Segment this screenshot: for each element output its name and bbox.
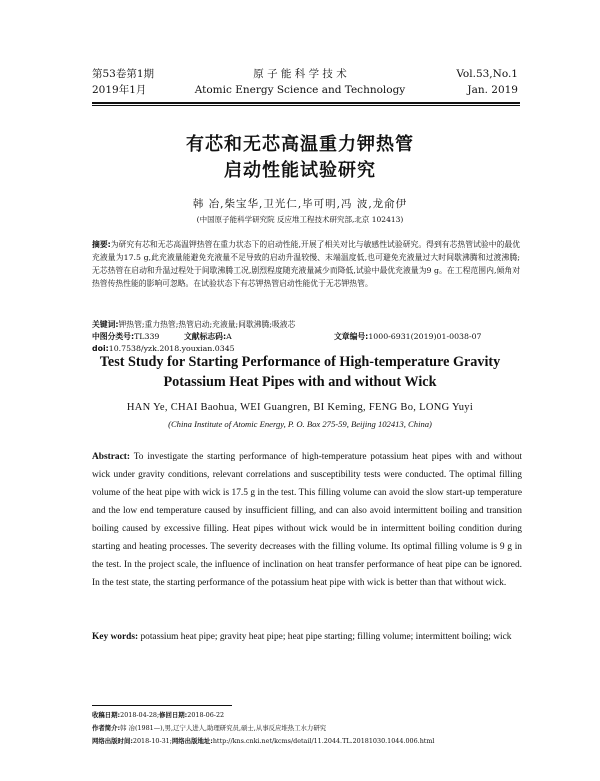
header-rule [92, 102, 520, 104]
online-address-label: 网络出版地址: [171, 737, 213, 745]
cn-doi-label: doi: [92, 344, 109, 353]
online-address-link[interactable]: http://kns.cnki.net/kcms/detail/11.2044.TL.20181030.1044.006.html [212, 737, 435, 745]
header-rule-thin [92, 105, 520, 106]
footnote-author [92, 723, 532, 734]
en-title-line1: Test Study for Starting Performance of High-temperature Gravity [99, 354, 501, 370]
en-keywords-label: Key words: [92, 632, 139, 642]
cn-title-line1: 有芯和无芯高温重力钾热管 [186, 134, 414, 155]
header-volume-cn: 第53卷第1期 [92, 68, 155, 80]
en-abstract-text: To investigate the starting performance of high-temperature potassium heat pipes with and without wick under gravity conditions, relevant correlations and susceptibility tests were conducted. The optimal filling volume of the heat pipe with wick is 17.5 g in the test. This filling volume can avoid the slow start-up temperature and the low end temperature caused by insufficient filling, and can also avoid intermittent boiling and transition boiling caused by excessive filling. Heat pipes without wick would be in intermittent boiling condition during starting and heating processes. The severity decreases with the filling volume. Its optimal filling volume is 9 g in the test. In the project scale, the influence of inclination on heat transfer performance of heat pipe can be ignored. In the test state, the starting performance of the potassium heat pipe with wick is better than that without wick. [92, 452, 522, 588]
en-keywords-text: potassium heat pipe; gravity heat pipe; heat pipe starting; filling volume; intermittent boiling; wick [140, 632, 512, 642]
en-abstract-label: Abstract: [92, 452, 131, 462]
received-value: 2018-04-28; [120, 711, 160, 719]
header-journal-en: Atomic Energy Science and Technology [194, 84, 406, 96]
cn-doc-code-value: A [226, 332, 232, 341]
cn-abstract [92, 238, 520, 290]
revised-label: 修回日期: [159, 711, 188, 719]
cn-clc-label: 中图分类号: [92, 332, 135, 341]
cn-keywords-label: 关键词: [92, 320, 119, 329]
cn-keywords-text: 钾热管;重力热管;热管启动;充液量;间歇沸腾;吸液芯 [118, 320, 296, 329]
header-right [456, 66, 518, 98]
header-journal-cn: 原 子 能 科 学 技 术 [253, 68, 347, 80]
cn-clc-value: TL339 [134, 332, 160, 341]
cn-doc-code-label: 文献标志码: [184, 332, 227, 341]
revised-value: 2018-06-22 [187, 711, 225, 719]
cn-article-no-value: 1000-6931(2019)01-0038-07 [368, 332, 482, 341]
en-affiliation: (China Institute of Atomic Energy, P. O. Box 275-59, Beijing 102413, China) [168, 419, 432, 429]
cn-authors: 韩 冶,柴宝华,卫光仁,毕可明,冯 波,龙俞伊 [192, 198, 408, 210]
en-authors: HAN Ye, CHAI Baohua, WEI Guangren, BI Keming, FENG Bo, LONG Yuyi [126, 402, 474, 413]
cn-abstract-text: 为研究有芯和无芯高温钾热管在重力状态下的启动性能,开展了相关对比与敏感性试验研究。得到有芯热管试验中的最优充液量为17.5 g,此充液量能避免充液量不足导致的启动升温较慢、末端温度低,也可避免充液量过大时间歇沸腾和过渡沸腾;无芯热管在启动和升温过程处于间歇沸腾工况,剧烈程度随充液量减少而降低,试验中最优充液量为9 g。在工程范围内,倾角对热管传热性能的影响可忽略。在试验状态下有芯钾热管启动性能优于无芯钾热管。 [92, 240, 520, 288]
author-bio-value: 韩 冶(1981—),男,辽宁人进人,助理研究员,硕士,从事反应堆热工水力研究 [120, 724, 327, 732]
footnote-online [92, 736, 532, 747]
en-title-line2: Potassium Heat Pipes with and without Wick [163, 374, 437, 390]
cn-title-line2: 启动性能试验研究 [224, 160, 376, 181]
cn-doi-value: 10.7538/yzk.2018.youxian.0345 [108, 344, 235, 353]
received-label: 收稿日期: [92, 711, 121, 719]
header-volume-en: Vol.53,No.1 [456, 68, 518, 80]
cn-article-no-label: 文章编号: [334, 332, 369, 341]
online-time-value: 2018-10-31; [132, 737, 172, 745]
en-keywords [92, 628, 522, 646]
cn-affiliation: (中国原子能科学研究院 反应堆工程技术研究部,北京 102413) [196, 215, 404, 224]
header-date-en: Jan. 2019 [467, 84, 518, 96]
cn-abstract-label: 摘要: [92, 240, 111, 249]
header-date-cn: 2019年1月 [92, 84, 147, 96]
en-abstract [92, 448, 522, 592]
online-time-label: 网络出版时间: [92, 737, 133, 745]
footnote-dates [92, 710, 532, 721]
footnote-rule [92, 705, 232, 706]
author-bio-label: 作者简介: [92, 724, 121, 732]
